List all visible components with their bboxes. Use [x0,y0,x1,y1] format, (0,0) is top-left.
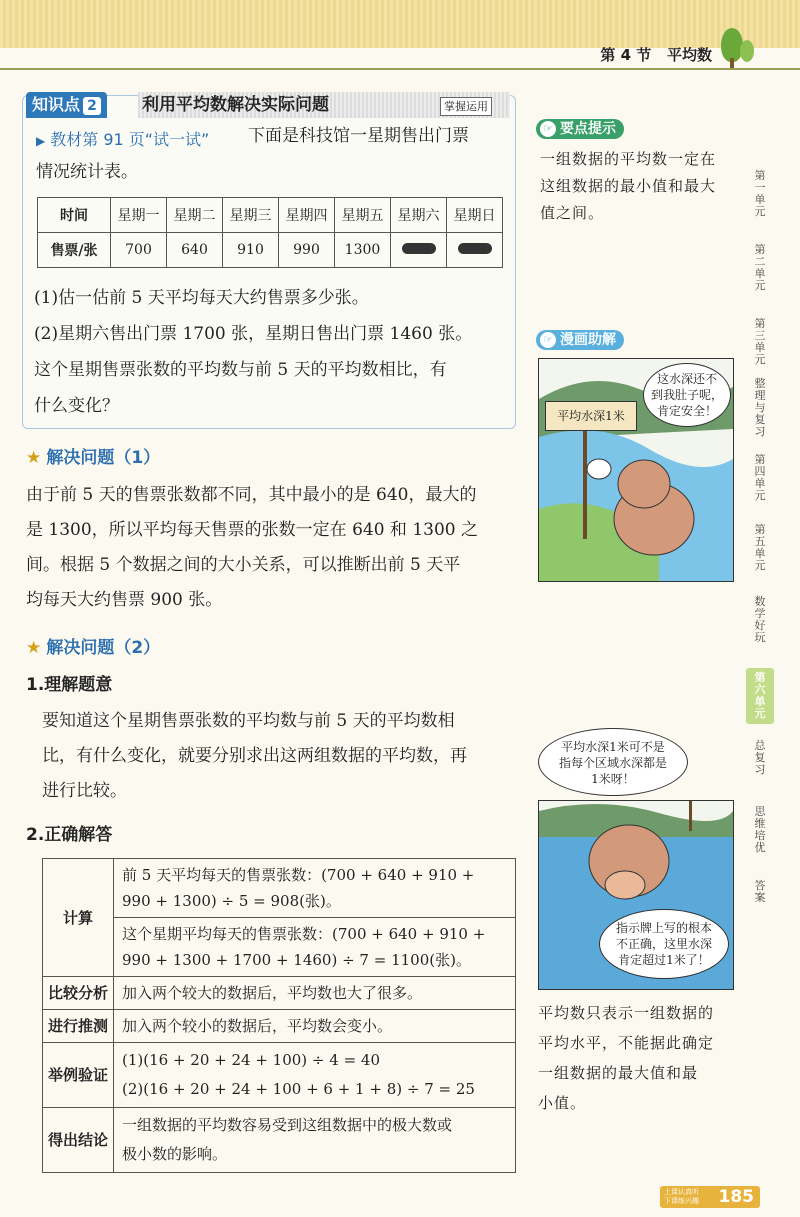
tree-trunk [730,58,734,68]
page-number: 185 [718,1187,754,1207]
side-tab-unit-2[interactable]: 第 二 单 元 [754,243,766,292]
bubble-line: 肯定超过1米了！ [618,953,710,967]
ticket-value-wed: 910 [223,233,279,268]
tree-icon [721,28,743,62]
answer-row-infer [43,1010,516,1043]
answer-row-verify [43,1043,516,1108]
solve1-line: 间。根据 5 个数据之间的大小关系，可以推断出前 5 天平 [26,555,461,575]
compare-label: 比较分析 [43,977,114,1010]
calc-1 [114,859,516,918]
footer-slogan-1: 上课认真听 [664,1188,699,1196]
footer-slogan-2: 下课练兴趣 [664,1197,699,1205]
comic-bubble-2 [538,728,688,796]
answer-row-conclude [43,1108,516,1173]
side-tab-general-review[interactable]: 总 复 习 [754,739,766,776]
side-tab-thinking[interactable]: 思 维 培 优 [754,805,766,854]
ticket-value-mon: 700 [111,233,167,268]
answer-row-calc-2 [43,918,516,977]
answer-heading: 2.正确解答 [26,825,113,845]
answer-row-calc-1 [43,859,516,918]
page-number-badge [660,1186,760,1208]
ticket-value-sun [447,233,503,268]
small-tree-icon [740,40,754,62]
verify-line-1: (1)(16 + 20 + 24 + 100) ÷ 4 = 40 [122,1051,380,1069]
comic-sign: 平均水深1米 [545,401,637,431]
question-2-line-3: 什么变化？ [34,396,119,416]
conclude-label: 得出结论 [43,1108,114,1173]
side-tab-answers[interactable]: 答 案 [754,879,766,904]
ticket-table-row [38,233,503,268]
comic-bubble-1 [643,363,731,427]
calc-2-line-1: 这个星期平均每天的售票张数：(700 + 640 + 910 + [122,925,486,943]
question-2-line-2: 这个星期售票张数的平均数与前 5 天的平均数相比，有 [34,360,447,380]
bubble-line: 1米呀！ [591,772,635,786]
ink-blot [458,243,492,254]
infer-label: 进行推测 [43,1010,114,1043]
hand-icon: ☞ [540,121,556,137]
comic-bubble-3 [599,909,729,979]
ticket-head-sat: 星期六 [391,198,447,233]
caption-line: 一组数据的最大值和最 [538,1064,699,1082]
triangle-icon: ▶ [36,134,46,148]
ticket-head-wed: 星期三 [223,198,279,233]
knowledge-badge: 掌握运用 [440,97,492,116]
verify-line-2: (2)(16 + 20 + 24 + 100 + 6 + 1 + 8) ÷ 7 = 25 [122,1080,475,1098]
tips-line: 一组数据的平均数一定在 [540,150,717,168]
ticket-value-tue: 640 [167,233,223,268]
solve1-line: 均每天大约售票 900 张。 [26,590,223,610]
solve1-line: 是 1300，所以平均每天售票的张数一定在 640 和 1300 之 [26,520,478,540]
ticket-head-sun: 星期日 [447,198,503,233]
bubble-line: 到我肚子呢， [650,388,723,402]
footer-slogan [664,1188,699,1206]
knowledge-number: 2 [83,97,101,115]
conclude-line-2: 极小数的影响。 [122,1145,228,1163]
understand-line: 进行比较。 [42,781,127,801]
understand-heading: 1.理解题意 [26,675,113,695]
answer-table [42,858,516,1173]
side-tab-unit-4[interactable]: 第 四 单 元 [754,453,766,502]
comic-panel-1 [538,358,734,582]
calc-2-line-2: 990 + 1300 + 1700 + 1460) ÷ 7 = 1100(张)。 [122,951,471,969]
comic-tag [536,330,624,350]
answer-row-compare [43,977,516,1010]
tips-tag-label: 要点提示 [560,121,616,137]
ticket-head-time: 时间 [38,198,111,233]
ticket-table [37,197,503,268]
tips-line: 值之间。 [540,204,605,222]
knowledge-tab [26,92,107,118]
hand-icon: ☞ [540,332,556,348]
section-topic: 平均数 [666,46,712,64]
comic-tag-label: 漫画助解 [560,332,616,348]
ticket-head-mon: 星期一 [111,198,167,233]
caption-line: 平均数只表示一组数据的 [538,1004,715,1022]
verify-text [114,1043,516,1108]
side-tab-review[interactable]: 整 理 与 复 习 [754,377,766,438]
side-tab-unit-3[interactable]: 第 三 单 元 [754,317,766,366]
bubble-line: 不正确，这里水深 [615,937,712,951]
knowledge-tab-label: 知识点 [32,95,81,114]
ticket-row-label: 售票/张 [38,233,111,268]
bubble-line: 肯定安全！ [656,404,717,418]
bubble-line: 指示牌上写的根本 [615,921,712,935]
star-icon: ★ [26,638,42,658]
tips-body [540,146,716,227]
ticket-head-tue: 星期二 [167,198,223,233]
bubble-line: 指每个区域水深都是 [558,756,667,770]
intro-line-1: 下面是科技馆一星期售出门票 [248,126,469,146]
page-header [600,44,712,65]
section-number: 第 4 节 [600,46,652,64]
tips-tag [536,119,624,139]
solve1-heading-text: 解决问题（1） [46,448,161,468]
textbook-reference [36,127,209,150]
calc-1-line-1: 前 5 天平均每天的售票张数：(700 + 640 + 910 + [122,866,475,884]
conclude-line-1: 一组数据的平均数容易受到这组数据中的极大数或 [122,1116,453,1134]
bubble-line: 平均水深1米可不是 [561,740,665,754]
side-tab-unit-5[interactable]: 第 五 单 元 [754,523,766,572]
textbook-reference-text: 教材第 91 页“试一试” [50,130,210,149]
question-1: (1)估一估前 5 天平均每天大约售票多少张。 [34,288,369,308]
side-tab-unit-1[interactable]: 第 一 单 元 [754,169,766,218]
ticket-value-fri: 1300 [335,233,391,268]
solve1-line: 由于前 5 天的售票张数都不同，其中最小的是 640，最大的 [26,485,477,505]
ticket-table-head [38,198,503,233]
understand-line: 比，有什么变化，就要分别求出这两组数据的平均数，再 [42,746,467,766]
compare-text: 加入两个较大的数据后，平均数也大了很多。 [114,977,516,1010]
ticket-value-sat [391,233,447,268]
comic-caption [538,998,714,1118]
solve2-heading [26,633,160,658]
caption-line: 小值。 [538,1094,587,1112]
solve1-heading [26,443,160,468]
ticket-head-fri: 星期五 [335,198,391,233]
star-icon: ★ [26,448,42,468]
calc-label: 计算 [43,859,114,977]
calc-1-line-2: 990 + 1300) ÷ 5 = 908(张)。 [122,892,341,910]
header-rule [0,68,800,70]
ticket-head-thu: 星期四 [279,198,335,233]
caption-line: 平均水平，不能据此确定 [538,1034,715,1052]
ticket-value-thu: 990 [279,233,335,268]
bubble-line: 这水深还不 [656,372,717,386]
knowledge-title: 利用平均数解决实际问题 [138,92,510,118]
understand-line: 要知道这个星期售票张数的平均数与前 5 天的平均数相 [42,711,455,731]
ink-blot [402,243,436,254]
side-tab-math-fun[interactable]: 数 学 好 玩 [754,595,766,644]
conclude-text [114,1108,516,1173]
calc-2 [114,918,516,977]
solve2-heading-text: 解决问题（2） [46,638,161,658]
question-2-line-1: (2)星期六售出门票 1700 张，星期日售出门票 1460 张。 [34,324,473,344]
understand-body [42,704,467,809]
verify-label: 举例验证 [43,1043,114,1108]
tips-line: 这组数据的最小值和最大 [540,177,717,195]
comic-panel-2 [538,800,734,990]
solve1-body [26,478,478,618]
intro-line-2: 情况统计表。 [36,162,138,182]
top-band [0,0,800,48]
side-tab-unit-6[interactable]: 第 六 单 元 [746,668,774,724]
infer-text: 加入两个较小的数据后，平均数会变小。 [114,1010,516,1043]
